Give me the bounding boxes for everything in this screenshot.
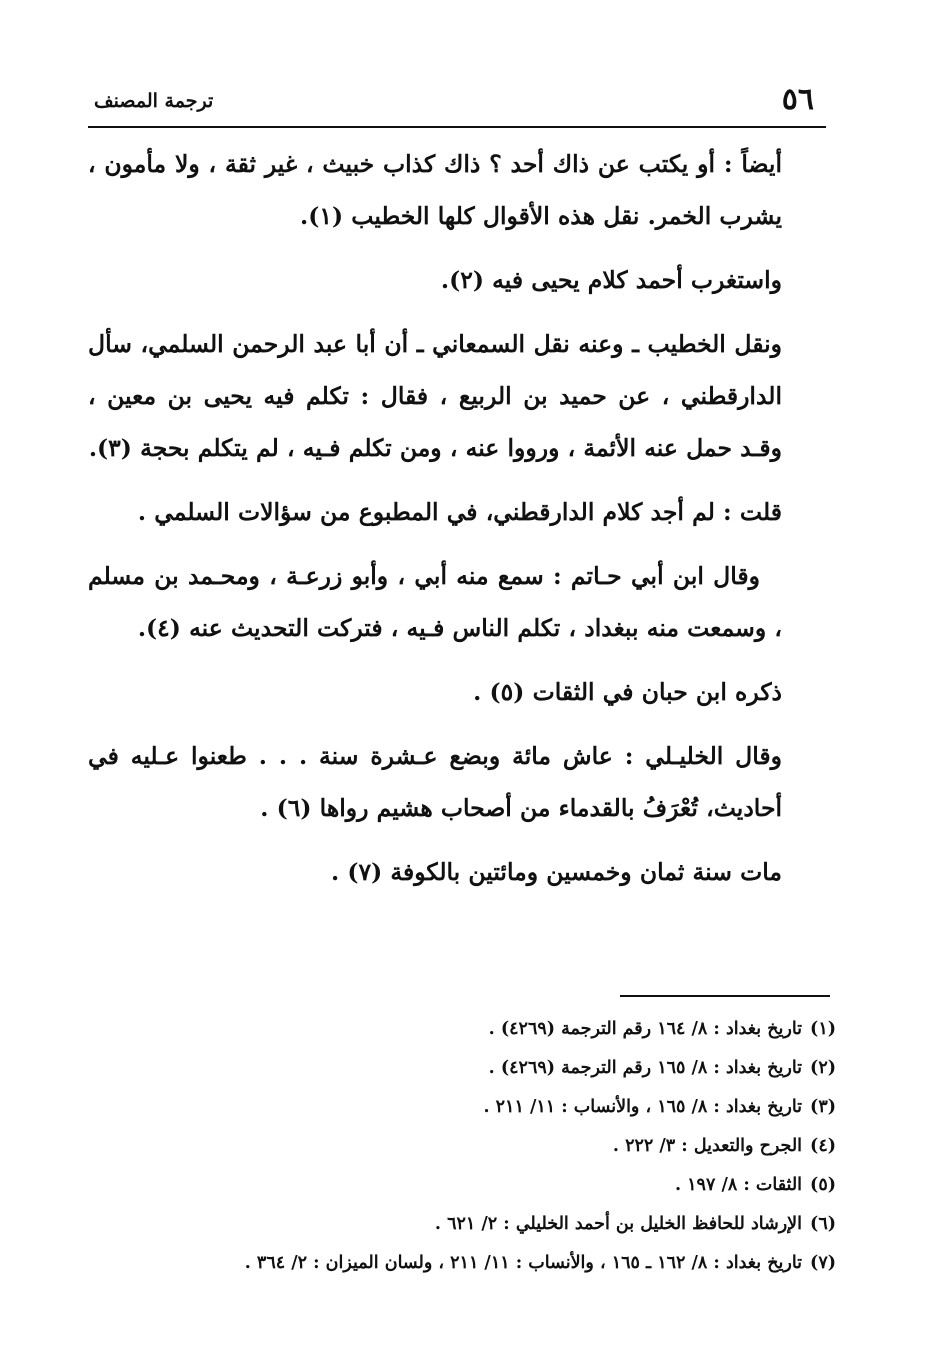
footnotes — [96, 1010, 836, 1283]
paragraph: ذكره ابن حبان في الثقات (٥) . — [473, 678, 782, 706]
footnote-number: (٥) — [810, 1175, 836, 1195]
footnote-divider — [620, 995, 830, 997]
footnote-item — [96, 1010, 836, 1049]
paragraph: واستغرب أحمد كلام يحيى فيه (٢). — [440, 266, 782, 294]
paragraph: ونقل الخطيب ـ وعنه نقل السمعاني ـ أن أبا عبد الرحمن السلمي، سأل الدارقطني ، عن حميد بن الربيع ، فقال : تكلم فيه يحيى بن معين ، وقـد حمل عنه الأئمة ، ورووا عنه ، ومن تكلم فـيه ، لم يتكلم بحجة (٣). — [88, 330, 782, 462]
footnote-text: تاريخ بغداد : ٨/ ١٦٤ رقم الترجمة (٤٢٦٩) . — [488, 1019, 803, 1039]
footnote-text: الجرح والتعديل : ٣/ ٢٢٢ . — [612, 1136, 803, 1156]
footnote-text: تاريخ بغداد : ٨/ ١٦٢ ـ ١٦٥ ، والأنساب : ١١/ ٢١١ ، ولسان الميزان : ٢/ ٣٦٤ . — [244, 1253, 803, 1273]
footnote-item — [96, 1205, 836, 1244]
footnote-text: تاريخ بغداد : ٨/ ١٦٥ ، والأنساب : ١١/ ٢١١ . — [483, 1097, 803, 1117]
footnote-text: الإرشاد للحافظ الخليل بن أحمد الخليلي : ٢/ ٦٢١ . — [434, 1214, 803, 1234]
paragraph: مات سنة ثمان وخمسين ومائتين بالكوفة (٧) . — [330, 858, 782, 886]
paragraph: وقال ابن أبي حـاتم : سمع منه أبي ، وأبو زرعـة ، ومحـمد بن مسلم ، وسمعت منه ببغداد ، تكلم الناس فـيه ، فتركت التحديث عنه (٤). — [88, 562, 782, 642]
footnote-number: (٣) — [810, 1097, 836, 1117]
footnote-number: (٧) — [810, 1253, 836, 1273]
paragraph: وقال الخليـلي : عاش مائة وبضع عـشرة سنة . . . طعنوا عـليه في أحاديث، تُعْرَفُ بالقدماء من أصحاب هشيم رواها (٦) . — [88, 742, 782, 822]
footnote-text: تاريخ بغداد : ٨/ ١٦٥ رقم الترجمة (٤٢٦٩) . — [488, 1058, 803, 1078]
footnote-item — [96, 1244, 836, 1283]
footnote-number: (٦) — [810, 1214, 836, 1234]
page-header — [88, 78, 826, 128]
running-title: ترجمة المصنف — [94, 90, 214, 112]
footnote-item — [96, 1088, 836, 1127]
paragraph: قلت : لم أجد كلام الدارقطني، في المطبوع من سؤالات السلمي . — [137, 498, 782, 526]
main-text — [88, 138, 782, 910]
footnote-text: الثقات : ٨/ ١٩٧ . — [674, 1175, 803, 1195]
footnote-item — [96, 1127, 836, 1166]
footnote-item — [96, 1049, 836, 1088]
footnote-number: (٢) — [810, 1058, 836, 1078]
footnote-number: (١) — [810, 1019, 836, 1039]
footnote-item — [96, 1166, 836, 1205]
footnote-number: (٤) — [810, 1136, 836, 1156]
page-number: ٥٦ — [781, 82, 814, 117]
paragraph: أيضاً : أو يكتب عن ذاك أحد ؟ ذاك كذاب خبيث ، غير ثقة ، ولا مأمون ، يشرب الخمر. نقل هذه الأقوال كلها الخطيب (١). — [88, 150, 782, 230]
